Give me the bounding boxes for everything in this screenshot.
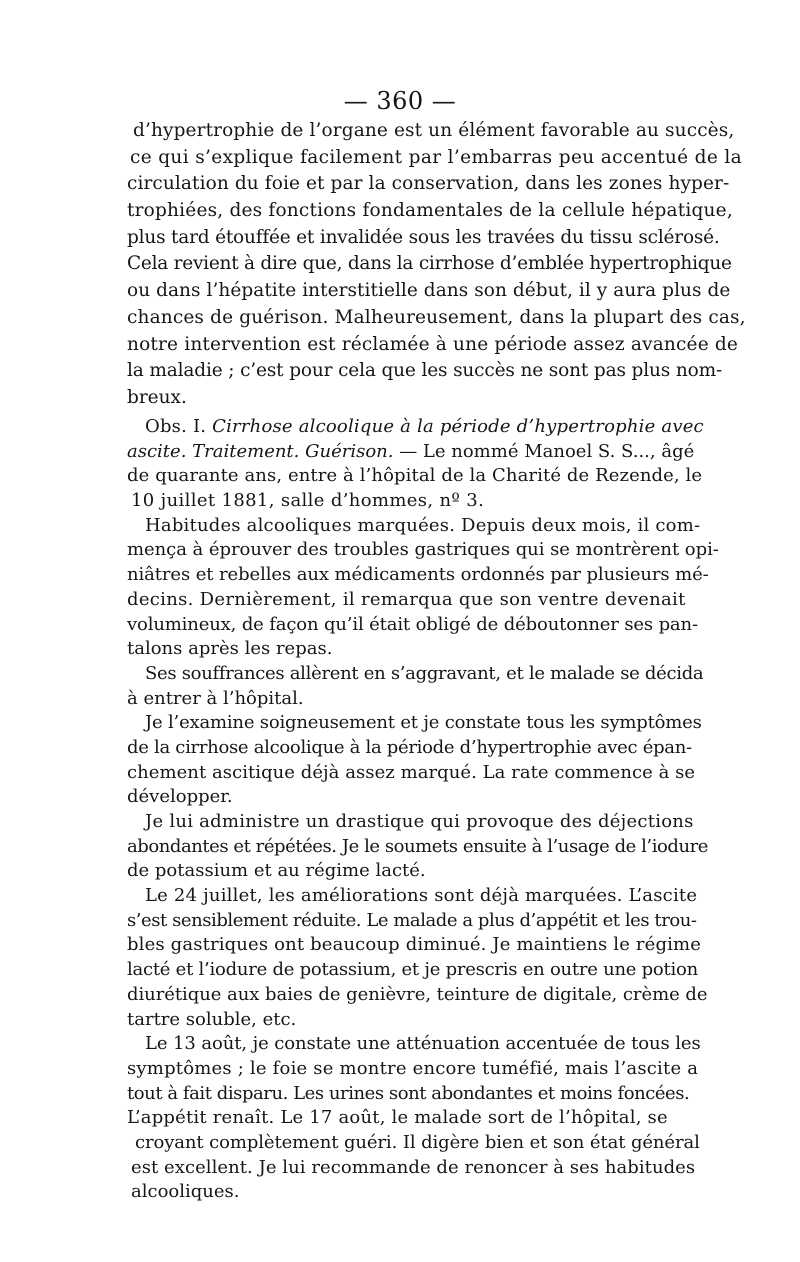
text-line: talons après les repas. (127, 638, 333, 660)
text-line: tartre soluble, etc. (127, 1008, 297, 1030)
text-line: de potassium et au régime lacté. (127, 860, 426, 882)
text-line (127, 440, 695, 465)
paragraph-observation (127, 415, 719, 1205)
text-line: Ses souffrances allèrent en s’aggravant, et le malade se décida (145, 662, 704, 684)
text-line: Cela revient à dire que, dans la cirrhose d’emblée hypertrophique (127, 253, 732, 275)
text-line: Habitudes alcooliques marquées. Depuis deux mois, il com- (145, 514, 701, 536)
text-line: diurétique aux baies de genièvre, teinture de digitale, crème de (127, 983, 708, 1005)
text-line: mença à éprouver des troubles gastriques qui se montrèrent opi- (127, 539, 719, 561)
text-line: chement ascitique déjà assez marqué. La rate commence à se (127, 761, 696, 783)
text-line: bles gastriques ont beaucoup diminué. Je maintiens le régime (127, 934, 702, 956)
text-line: à entrer à l’hôpital. (127, 687, 304, 709)
text-line: abondantes et répétées. Je le soumets ensuite à l’usage de l’iodure (127, 835, 708, 857)
text-line: L’appétit renaît. Le 17 août, le malade sort de l’hôpital, se (127, 1107, 668, 1129)
page-number: — 360 — (343, 87, 457, 115)
text-line: développer. (127, 786, 233, 808)
text-line: notre intervention est réclamée à une période assez avancée de (127, 333, 739, 355)
text-line: tout à fait disparu. Les urines sont abondantes et moins foncées. (127, 1082, 690, 1104)
text-line: d’hypertrophie de l’organe est un élément favorable au succès, (133, 120, 735, 141)
text-line: plus tard étouffée et invalidée sous les travées du tissu sclérosé. (127, 226, 720, 248)
text-line: de la cirrhose alcoolique à la période d’hypertrophie avec épan- (127, 736, 692, 758)
text-line: est excellent. Je lui recommande de renoncer à ses habitudes (131, 1156, 696, 1178)
text-line: de quarante ans, entre à l’hôpital de la Charité de Rezende, le (127, 465, 703, 487)
text-line: circulation du foie et par la conservation, dans les zones hyper- (127, 173, 730, 195)
text-line: niâtres et rebelles aux médicaments ordonnés par plusieurs mé- (127, 564, 709, 586)
text-line: symptômes ; le foie se montre encore tuméfié, mais l’ascite a (127, 1057, 699, 1079)
text-line: trophiées, des fonctions fondamentales de la cellule hépatique, (127, 200, 733, 222)
text-line: croyant complètement guéri. Il digère bien et son état général (135, 1131, 700, 1153)
observation-line-tail: — Le nommé Manoel S. S..., âgé (393, 440, 695, 462)
text-line: breux. (127, 386, 187, 408)
text-line: Je lui administre un drastique qui provoque des déjections (145, 811, 694, 832)
text-line: 10 juillet 1881, salle d’hommes, nº 3. (131, 490, 485, 512)
text-line: alcooliques. (131, 1181, 240, 1203)
text-line: Je l’examine soigneusement et je constate tous les symptômes (145, 712, 702, 734)
text-line: decins. Dernièrement, il remarqua que son ventre devenait (127, 588, 686, 610)
observation-label: Obs. I. (145, 416, 207, 437)
text-line: ou dans l’hépatite interstitielle dans son début, il y aura plus de (127, 280, 731, 302)
observation-heading-line (127, 415, 704, 440)
observation-subtitle: ascite. Traitement. Guérison. (127, 440, 394, 462)
paragraph-discussion (127, 118, 746, 412)
text-line: chances de guérison. Malheureusement, dans la plupart des cas, (127, 306, 746, 328)
text-line: volumineux, de façon qu’il était obligé de déboutonner ses pan- (127, 613, 698, 635)
text-line: ce qui s’explique facilement par l’embarras peu accentué de la (130, 146, 743, 168)
text-line: la maladie ; c’est pour cela que les succès ne sont pas plus nom- (127, 360, 723, 382)
text-line: Le 13 août, je constate une atténuation accentuée de tous les (145, 1033, 701, 1055)
observation-title: Cirrhose alcoolique à la période d’hypertrophie avec (212, 416, 704, 437)
text-line: Le 24 juillet, les améliorations sont déjà marquées. L’ascite (145, 885, 698, 907)
text-line: lacté et l’iodure de potassium, et je prescris en outre une potion (127, 959, 698, 981)
text-line: s’est sensiblement réduite. Le malade a plus d’appétit et les trou- (127, 909, 697, 931)
